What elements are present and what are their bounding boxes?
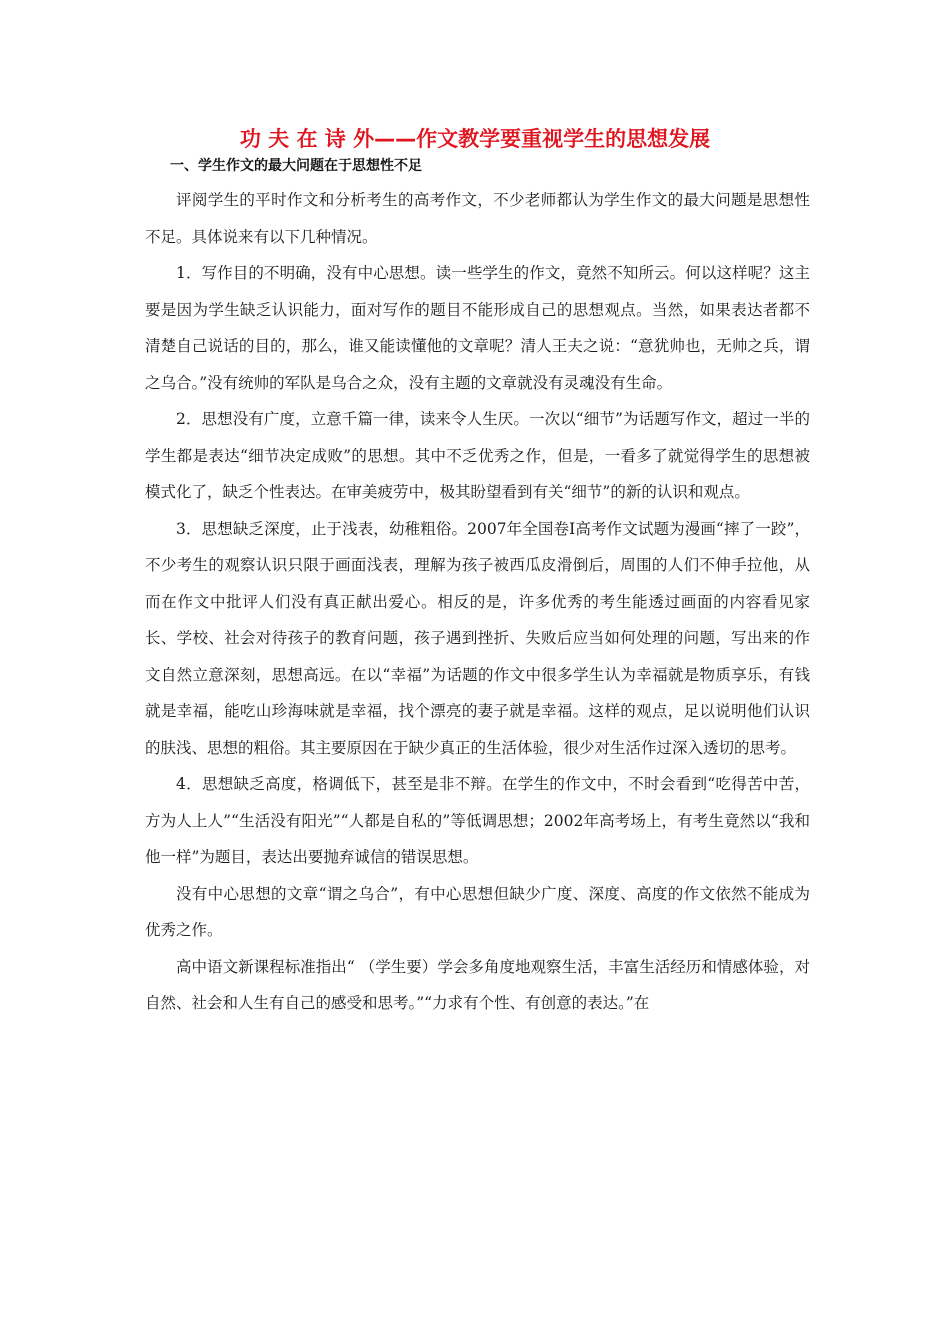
- section-heading: 一、学生作文的最大问题在于思想性不足: [170, 158, 422, 174]
- paragraph-point-1: 1．写作目的不明确，没有中心思想。读一些学生的作文，竟然不知所云。何以这样呢？这主要是因为学生缺乏认识能力，面对写作的题目不能形成自己的思想观点。当然，如果表达者都不清楚自己说话的目的，那么，谁又能读懂他的文章呢？清人王夫之说：“意犹帅也，无帅之兵，谓之乌合。”没有统帅的军队是乌合之众，没有主题的文章就没有灵魂没有生命。: [145, 264, 810, 392]
- document-body: [145, 182, 810, 1022]
- paragraph-point-4: 4．思想缺乏高度，格调低下，甚至是非不辩。在学生的作文中，不时会看到“吃得苦中苦，方为人上人”“生活没有阳光”“人都是自私的”等低调思想；2002年高考场上，有考生竟然以“我和他一样”为题目，表达出要抛弃诚信的错误思想。: [145, 775, 810, 866]
- document-title: 功 夫 在 诗 外——作文教学要重视学生的思想发展: [239, 127, 711, 151]
- paragraph-point-3: 3．思想缺乏深度，止于浅表，幼稚粗俗。2007年全国卷Ⅰ高考作文试题为漫画“摔了一跤”，不少考生的观察认识只限于画面浅表，理解为孩子被西瓜皮滑倒后，周围的人们不伸手拉他，从而在作文中批评人们没有真正献出爱心。相反的是，许多优秀的考生能透过画面的内容看见家长、学校、社会对待孩子的教育问题，孩子遇到挫折、失败后应当如何处理的问题，写出来的作文自然立意深刻，思想高远。在以“幸福”为话题的作文中很多学生认为幸福就是物质享乐，有钱就是幸福，能吃山珍海味就是幸福，找个漂亮的妻子就是幸福。这样的观点，足以说明他们认识的肤浅、思想的粗俗。其主要原因在于缺少真正的生活体验，很少对生活作过深入透切的思考。: [145, 519, 810, 757]
- paragraph-curriculum: 高中语文新课程标准指出“ （学生要）学会多角度地观察生活，丰富生活经历和情感体验，对自然、社会和人生有自己的感受和思考。”“力求有个性、有创意的表达。”在: [145, 957, 810, 1012]
- paragraph-point-2: 2．思想没有广度，立意千篇一律，读来令人生厌。一次以“细节”为话题写作文，超过一半的学生都是表达“细节决定成败”的思想。其中不乏优秀之作，但是，一看多了就觉得学生的思想被模式化了，缺乏个性表达。在审美疲劳中，极其盼望看到有关“细节”的新的认识和观点。: [145, 410, 810, 501]
- paragraph-summary: 没有中心思想的文章“谓之乌合”，有中心思想但缺少广度、深度、高度的作文依然不能成为优秀之作。: [145, 884, 810, 939]
- paragraph-intro: 评阅学生的平时作文和分析考生的高考作文，不少老师都认为学生作文的最大问题是思想性不足。具体说来有以下几种情况。: [145, 191, 810, 246]
